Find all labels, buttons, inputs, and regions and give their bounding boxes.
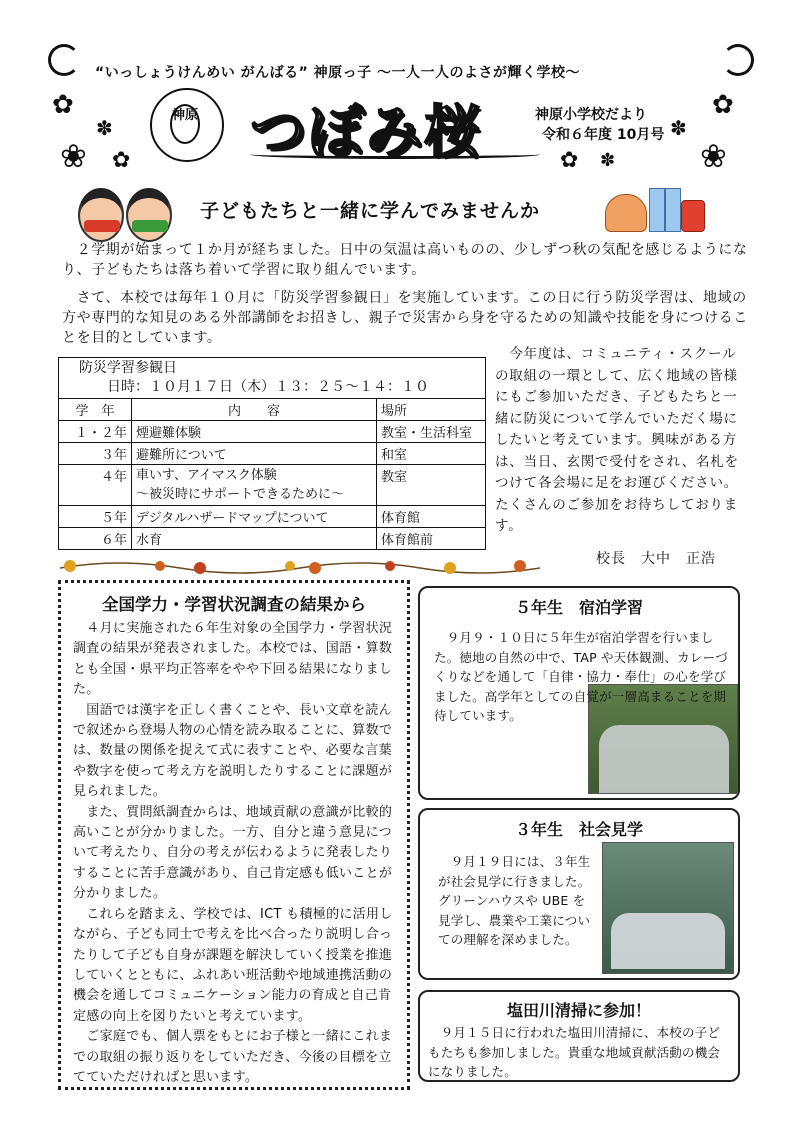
intro-heading: 子どもたちと一緒に学んでみませんか	[200, 200, 541, 222]
table-row	[59, 443, 486, 465]
crest-text: 神原	[170, 104, 200, 144]
autumn-leaf-divider	[60, 556, 540, 576]
grade5-text: ９月９・１０日に５年生が宿泊学習を行いました。徳地の自然の中で、TAP や天体観測、カレーづくりなどを通して「自律・協力・奉仕」の心を学びました。高学年としての自覚が一層高まることを期待しています。	[434, 630, 728, 723]
row-content: デジタルハザードマップについて	[132, 506, 377, 528]
row-place: 体育館前	[377, 528, 486, 550]
row-grade: ６年	[59, 528, 132, 550]
schedule-datetime: 日時：１０月１７日（木）１３：２５〜１４：１０	[107, 379, 429, 395]
newsletter-title: つぼみ桜	[250, 100, 482, 165]
curl-ornament	[48, 44, 80, 76]
survey-paragraph: 国語では漢字を正しく書くことや、長い文章を読んで叙述から登場人物の心情を読み取ることに、算数では、数量の関係を捉えて式に表すことや、必要な言葉や数字を使って考え方を説明したりすることに課題が見られました。	[73, 702, 393, 800]
curl-ornament	[722, 44, 754, 76]
row-grade: ３年	[59, 443, 132, 465]
flower-ornament-icon: ✿	[52, 90, 74, 120]
row-place: 教室	[377, 465, 486, 506]
flower-ornament-icon: ✽	[670, 116, 687, 140]
flower-ornament-icon: ❀	[60, 137, 87, 175]
field-trip-photo	[602, 842, 734, 974]
children-group	[599, 725, 729, 793]
table-row	[59, 465, 486, 506]
water-bottle-icon	[649, 188, 665, 232]
survey-results-box	[58, 580, 410, 1090]
principal-signature: 校長 大中 正浩	[596, 551, 716, 567]
row-content: 水育	[132, 528, 377, 550]
grade5-text-top	[434, 628, 734, 726]
river-cleanup-box	[418, 990, 740, 1082]
flower-ornament-icon: ✽	[96, 116, 113, 140]
schedule-title: 防災学習参観日	[79, 360, 177, 376]
child-face-icon	[78, 188, 124, 242]
school-motto: “いっしょうけんめい がんばる” 神原っ子 〜一人一人のよさが輝く学校〜	[95, 65, 581, 81]
children-illustration	[78, 186, 178, 232]
issue-label: 令和６年度 10月号	[542, 127, 665, 143]
grade5-title: ５年生 宿泊学習	[514, 598, 643, 617]
radio-icon	[681, 200, 705, 232]
grade3-trip-box	[418, 808, 740, 980]
cleanup-title: 塩田川清掃に参加！	[506, 1001, 651, 1020]
survey-title: 全国学力・学習状況調査の結果から	[102, 595, 366, 614]
flower-ornament-icon: ❀	[700, 137, 727, 175]
child-face-icon	[126, 188, 172, 242]
row-content: 避難所について	[132, 443, 377, 465]
row-grade: ５年	[59, 506, 132, 528]
school-crest	[150, 88, 224, 162]
flower-ornament-icon: ✿	[712, 90, 734, 120]
grade5-trip-box	[418, 586, 740, 800]
flower-ornament-icon: ✽	[600, 150, 616, 171]
row-content: 車いす、アイマスク体験 〜被災時にサポートできるために〜	[132, 465, 377, 506]
table-header-row	[59, 399, 486, 421]
row-grade: ４年	[59, 465, 132, 506]
grade3-text: ９月１９日には、３年生が社会見学に行きました。グリーンハウスや UBE を見学し、農業や工業についての理解を深めました。	[438, 854, 591, 947]
row-place: 体育館	[377, 506, 486, 528]
survey-paragraph: これらを踏まえ、学校では、ICT も積極的に活用しながら、子ども同士で考えを比べ合ったり説明し合ったりして子ども自身が課題を解決していく授業を推進していくとともに、ふれあい班活動や地域連携活動の機会を通してコミュニケーション能力の育成と自己肯定感の向上を図りたいと考えています。	[73, 906, 393, 1024]
row-place: 教室・生活科室	[377, 421, 486, 443]
row-content: 煙避難体験	[132, 421, 377, 443]
flower-ornament-icon: ✿	[560, 148, 579, 173]
shirt-green	[132, 220, 168, 232]
schedule-table	[58, 357, 486, 550]
row-grade: １・２年	[59, 421, 132, 443]
intro-paragraph-1: ２学期が始まって１か月が経ちました。日中の気温は高いものの、少しずつ秋の気配を感じるようになり、子どもたちは落ち着いて学習に取り組んでいます。	[62, 242, 748, 278]
flower-ornament-icon: ✿	[112, 148, 131, 173]
grade3-title: ３年生 社会見学	[514, 820, 643, 839]
table-row	[59, 528, 486, 550]
row-place: 和室	[377, 443, 486, 465]
table-row	[59, 506, 486, 528]
intro-paragraph-2: さて、本校では毎年１０月に「防災学習参観日」を実施しています。この日に行う防災学習は、地域の方や専門的な知見のある外部講師をお招きし、親子で災害から身を守るための知識や技能を身につけることを目的としています。	[62, 290, 748, 346]
water-bottle-icon	[665, 188, 681, 232]
cleanup-text: ９月１５日に行われた塩田川清掃に、本校の子どもたちも参加しました。貴重な地域貢献活動の機会になりました。	[428, 1025, 721, 1079]
header-place: 場所	[377, 399, 486, 421]
survey-paragraph: ご家庭でも、個人票をもとにお子様と一緒にこれまでの取組の振り返りをしていただき、今後の目標を立てていただければと思います。	[73, 1029, 393, 1085]
header-content: 内 容	[132, 399, 377, 421]
survey-paragraph: また、質問紙調査からは、地域貢献の意識が比較的高いことが分かりました。一方、自分と違う意見について考えたり、自分の考えが伝わるように発表したりすることに苦手意識があり、自己肯定感も低いことが分かりました。	[73, 804, 393, 902]
survey-paragraph: ４月に実施された６年生対象の全国学力・学習状況調査の結果が発表されました。本校では、国語・算数とも全国・県平均正答率をやや下回る結果になりました。	[73, 621, 393, 698]
helmet-icon	[605, 194, 647, 232]
children-group	[611, 913, 725, 969]
publisher-name: 神原小学校だより	[535, 107, 647, 123]
shirt-red	[84, 220, 120, 232]
table-row	[59, 421, 486, 443]
disaster-kit-illustration	[605, 188, 705, 236]
header-grade: 学 年	[59, 399, 132, 421]
invitation-text: 今年度は、コミュニティ・スクールの取組の一環として、広く地域の皆様にもご参加いただき、子どもたちと一緒に防災について学んでいただく場にしたいと考えています。興味がある方は、当日、玄関で受付をされ、名札をつけて各会場に足をお運びください。たくさんのご参加をお待ちしております。	[495, 346, 739, 534]
